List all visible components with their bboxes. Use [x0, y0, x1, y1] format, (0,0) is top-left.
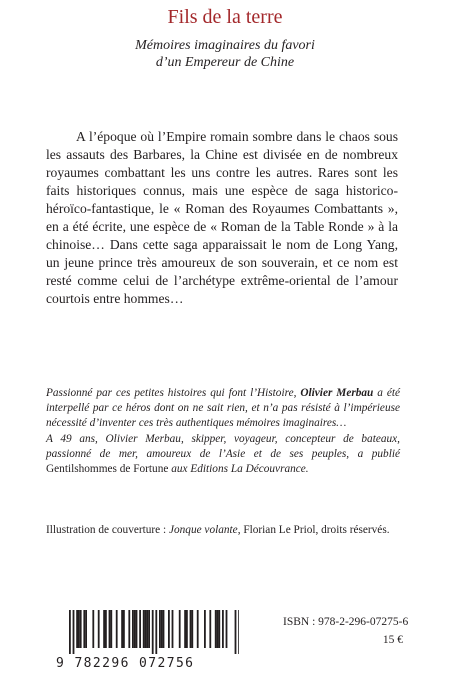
- credit-rest: , Florian Le Priol, droits réservés.: [237, 524, 390, 536]
- subtitle-line-1: Mémoires imaginaires du favori: [135, 38, 315, 53]
- credit-work-title: Jonque volante: [168, 524, 238, 536]
- barcode-bar: [143, 610, 145, 648]
- book-subtitle: [0, 37, 450, 71]
- barcode-bar: [134, 610, 136, 648]
- subtitle-line-2: d’un Empereur de Chine: [155, 55, 295, 70]
- barcode-bars: [55, 610, 239, 656]
- barcode-bar: [222, 610, 224, 648]
- credit-label: Illustration de couverture :: [46, 524, 169, 536]
- barcode-bar: [155, 610, 157, 654]
- barcode-bar: [186, 610, 188, 648]
- barcode-digits: 9 782296 072756: [56, 656, 195, 671]
- barcode-bar: [92, 610, 94, 648]
- bio-p1-rest: a été interpellé par ce héros dont on ne sait rien, et n’a pas résisté à l’impérieuse nécessité d’inventer ces très authentiques mémoires imaginaires…: [46, 387, 401, 430]
- barcode-bar: [172, 610, 174, 648]
- book-title: Fils de la terre: [167, 6, 283, 28]
- barcode-bar: [204, 610, 206, 648]
- barcode-bar: [128, 610, 130, 648]
- author-name: Olivier Merbau: [300, 387, 374, 399]
- barcode-bar: [168, 610, 170, 648]
- barcode-bar: [110, 610, 112, 648]
- barcode-bar: [109, 610, 111, 648]
- barcode-bar: [105, 610, 107, 648]
- barcode-bar: [191, 610, 193, 648]
- illustration-credit: [46, 523, 406, 537]
- barcode-bar: [121, 610, 123, 648]
- barcode-bar: [197, 610, 199, 648]
- barcode-bar: [179, 610, 181, 648]
- barcode-bar: [163, 610, 165, 648]
- bio-paragraph-1: [46, 386, 400, 432]
- barcode-bar: [209, 610, 211, 648]
- isbn-number: ISBN : 978-2-296-07275-6: [283, 616, 409, 628]
- summary-paragraph: A l’époque où l’Empire romain sombre dans le chaos sous les assauts des Barbares, la Chine est divisée en de nombreux royaumes combattant les uns contre les autres. Rares sont les faits historiques connus, mais une espèce de saga historico-héroïco-fantastique, le « Roman des Royaumes Combattants », en a été écrite, une espèce de « Roman de la Table Ronde » à la chinoise… Dans cette saga apparaissait le nom de Long Yang, un jeune prince très amoureux de son souverain, et ce nom est resté comme celui de l’archétype extrême-oriental de l’amour courtois entre hommes…: [46, 129, 398, 306]
- barcode-bar: [85, 610, 87, 648]
- barcode-bar: [238, 610, 239, 654]
- price: 15 €: [382, 634, 403, 646]
- barcode-bar: [103, 610, 105, 648]
- barcode-bar: [136, 610, 138, 648]
- barcode-bar: [78, 610, 80, 648]
- barcode-bar: [235, 610, 237, 654]
- barcode-bar: [148, 610, 150, 648]
- author-bio: [46, 386, 400, 477]
- barcode-bar: [190, 610, 192, 648]
- barcode-bar: [116, 610, 118, 648]
- barcode-bar: [152, 610, 154, 654]
- barcode-bar: [83, 610, 85, 648]
- bio-p2-intro: A 49 ans, Olivier Merbau, skipper, voyageur, concepteur de bateaux, passionné de mer, amoureux de l’Asie et de ses peuples, a publié: [46, 432, 400, 460]
- barcode-bar: [139, 610, 141, 648]
- barcode-bar: [184, 610, 186, 648]
- barcode-bar: [76, 610, 78, 648]
- previous-book-title: Gentilshommes de Fortune: [46, 463, 169, 476]
- barcode-bar: [132, 610, 134, 648]
- barcode-bar: [145, 610, 147, 648]
- barcode-bar: [80, 610, 82, 648]
- bio-p1-intro: Passionné par ces petites histoires qui font l’Histoire,: [46, 387, 301, 399]
- barcode-bar: [218, 610, 220, 648]
- barcode-bar: [161, 610, 163, 648]
- barcode-bar: [73, 610, 75, 654]
- barcode-bar: [215, 610, 217, 648]
- bio-p2-rest: aux Editions La Découvrance.: [168, 463, 309, 476]
- barcode-bar: [123, 610, 125, 648]
- barcode-bar: [98, 610, 100, 648]
- barcode-bar: [159, 610, 161, 648]
- barcode-bar: [69, 610, 71, 654]
- bio-paragraph-2: [46, 432, 400, 478]
- barcode-bar: [217, 610, 219, 648]
- barcode-bar: [146, 610, 148, 648]
- barcode-bar: [226, 610, 228, 648]
